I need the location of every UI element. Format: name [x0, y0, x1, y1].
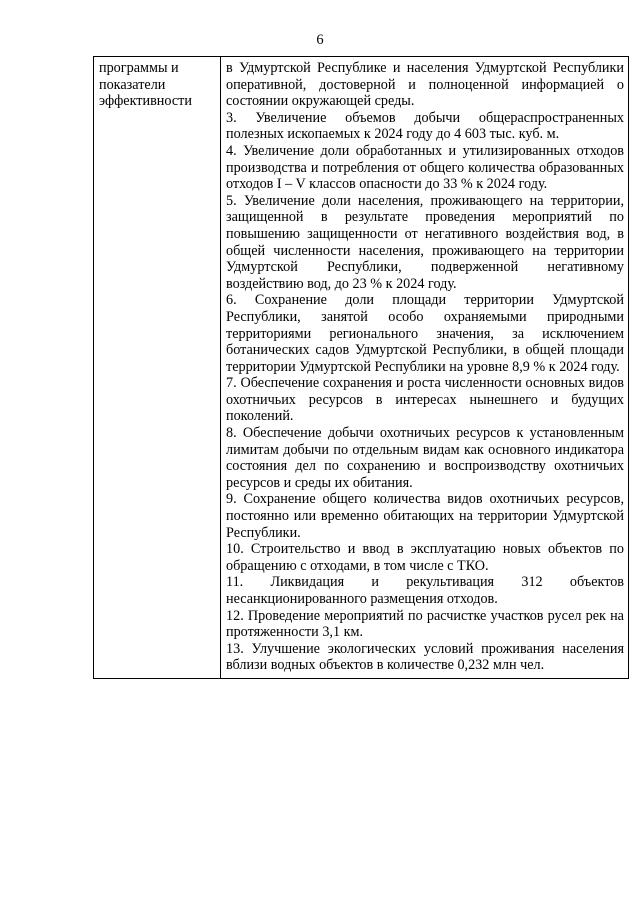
paragraph-item-6: 6. Сохранение доли площади территории Удмуртской Республики, занятой особо охраняемыми природными территориями регионального значения, за исключением ботанических садов Удмуртской Республики, в общей площади территории Удмуртской Республики на уровне 8,9 % к 2024 году. [226, 292, 624, 375]
row-content-cell [221, 57, 629, 679]
paragraph-item-3: 3. Увеличение объемов добычи общераспространенных полезных ископаемых к 2024 году до 4 603 тыс. куб. м. [226, 109, 624, 143]
row-label-cell [94, 57, 221, 679]
paragraph-item-4: 4. Увеличение доли обработанных и утилизированных отходов производства и потребления от общего количества образованных отходов I – V классов опасности до 33 % к 2024 году. [226, 142, 624, 193]
paragraph-item-8: 8. Обеспечение добычи охотничьих ресурсов к установленным лимитам добычи по отдельным видам как основного индикатора состояния дел по сохранению и воспроизводству охотничьих ресурсов и среды их обитания. [226, 425, 624, 491]
page-number: 6 [316, 32, 324, 48]
paragraph-item-7: 7. Обеспечение сохранения и роста численности основных видов охотничьих ресурсов в интересах нынешнего и будущих поколений. [226, 375, 624, 425]
paragraph-item-12: 12. Проведение мероприятий по расчистке участков русел рек на протяженности 3,1 км. [226, 607, 624, 641]
row-label-text: программы и показатели эффективности [99, 60, 192, 110]
paragraph-item-11: 11. Ликвидация и рекультивация 312 объектов несанкционированного размещения отходов. [226, 574, 624, 607]
paragraph-item-5: 5. Увеличение доли населения, проживающего на территории, защищенной в результате проведения мероприятий по повышению защищенности от негативного воздействия вод, в общей численности населения, проживающего на территории Удмуртской Республики, подверженной негативному воздействию вод, до 23 % к 2024 году. [226, 192, 624, 292]
paragraph-item-13: 13. Улучшение экологических условий проживания населения вблизи водных объектов в количестве 0,232 млн чел. [226, 640, 624, 674]
paragraph-item-9: 9. Сохранение общего количества видов охотничьих ресурсов, постоянно или временно обитающих на территории Удмуртской Республики. [226, 491, 624, 541]
paragraph-continuation: в Удмуртской Республике и населения Удмуртской Республики оперативной, достоверной и полноценной информацией о состоянии окружающей среды. [226, 60, 624, 110]
table-row [94, 57, 629, 679]
program-table [93, 56, 629, 679]
paragraph-item-10: 10. Строительство и ввод в эксплуатацию новых объектов по обращению с отходами, в том числе с ТКО. [226, 541, 624, 574]
